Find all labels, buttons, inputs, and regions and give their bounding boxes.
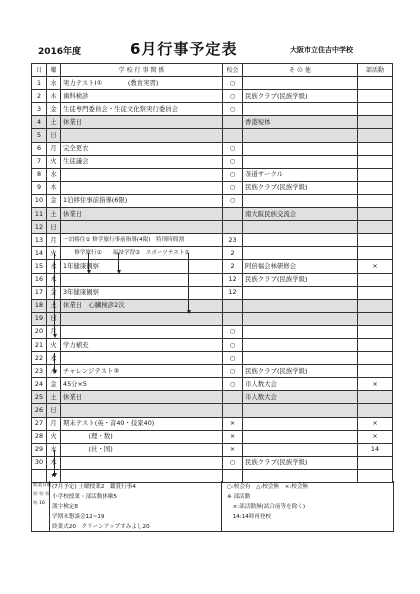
row-club [358, 234, 393, 247]
row-meeting: 23 [223, 234, 243, 247]
row-day: 27 [32, 417, 47, 430]
row-club [358, 273, 393, 286]
row-club [358, 77, 393, 90]
table-row [32, 417, 393, 430]
row-meeting: ○ [223, 325, 243, 338]
row-club [358, 208, 393, 221]
row-school-event: 休業日 [61, 391, 223, 404]
continuation-arrow [118, 253, 119, 271]
table-row [32, 194, 393, 207]
row-other [243, 129, 358, 142]
table-row [32, 352, 393, 365]
table-row [32, 456, 393, 469]
footer-label: ⑯ 16 [33, 501, 45, 506]
page-title: 6月行事予定表 [130, 40, 238, 58]
row-school-event: 一泊移住① 修学旅行事前指導(4限) 特別時間割 [61, 234, 223, 247]
row-day: 11 [32, 208, 47, 221]
row-day: 30 [32, 456, 47, 469]
row-other [243, 325, 358, 338]
table-row [32, 90, 393, 103]
row-day: 2 [32, 90, 47, 103]
row-other: 香港短体 [243, 116, 358, 129]
row-club [358, 168, 393, 181]
school-name: 大阪市立住吉中学校 [290, 46, 353, 54]
row-day: 13 [32, 234, 47, 247]
row-day: 29 [32, 443, 47, 456]
table-row [32, 77, 393, 90]
row-weekday: 水 [47, 77, 61, 90]
row-school-event [61, 352, 223, 365]
col-header-weekday: 曜 [47, 64, 61, 77]
table-row [32, 378, 393, 391]
row-school-event: チャレンジテスト③ [61, 365, 223, 378]
row-school-event: 1年健康観察 [61, 260, 223, 273]
row-school-event: 修学旅行① 福祉学習② スポーツテスト② [61, 247, 223, 260]
row-day: 12 [32, 221, 47, 234]
row-club [358, 155, 393, 168]
row-day: 20 [32, 325, 47, 338]
row-meeting [223, 221, 243, 234]
row-school-event: 45分×5 [61, 378, 223, 391]
table-row [32, 391, 393, 404]
row-other [243, 247, 358, 260]
table-row [32, 221, 393, 234]
continuation-arrow [54, 353, 55, 371]
table-row [32, 142, 393, 155]
row-club [358, 365, 393, 378]
table-row [32, 234, 393, 247]
footer-notes [31, 481, 394, 532]
row-weekday: 日 [47, 404, 61, 417]
row-day: 18 [32, 299, 47, 312]
col-header-other: そ の 他 [243, 64, 358, 77]
table-row [32, 365, 393, 378]
row-other [243, 338, 358, 351]
continuation-arrow [54, 253, 55, 335]
page-header [0, 32, 420, 62]
row-weekday: 月 [47, 234, 61, 247]
row-day: 28 [32, 430, 47, 443]
col-header-school-events: 学 校 行 事 関 係 [61, 64, 223, 77]
table-row [32, 404, 393, 417]
row-day: 9 [32, 181, 47, 194]
table-row [32, 116, 393, 129]
row-school-event [61, 181, 223, 194]
row-other: 民族クラブ(民族学級) [243, 90, 358, 103]
row-school-event [61, 273, 223, 286]
footer-label-column [32, 481, 50, 531]
row-school-event: (理・数) [61, 430, 223, 443]
row-other: 市人数大会 [243, 391, 358, 404]
row-meeting: ○ [223, 456, 243, 469]
footer-line: 小学校授業・部活動体験5 [52, 494, 118, 500]
school-year: 2016年度 [38, 47, 82, 57]
row-club [358, 247, 393, 260]
row-weekday: 水 [47, 352, 61, 365]
row-school-event: 生徒議会 [61, 155, 223, 168]
row-club [358, 181, 393, 194]
row-school-event [61, 456, 223, 469]
row-club: 14 [358, 443, 393, 456]
row-other: 茶道サークル [243, 168, 358, 181]
row-meeting [223, 116, 243, 129]
row-school-event: 期末テスト(英・音40・技家40) [61, 417, 223, 430]
row-other [243, 103, 358, 116]
table-row [32, 325, 393, 338]
row-weekday: 月 [47, 417, 61, 430]
row-weekday: 水 [47, 168, 61, 181]
row-day: 19 [32, 312, 47, 325]
row-club [358, 352, 393, 365]
row-other [243, 312, 358, 325]
row-other [243, 77, 358, 90]
row-school-event [61, 325, 223, 338]
table-row [32, 443, 393, 456]
row-other: 民族クラブ(民族学級) [243, 365, 358, 378]
row-weekday: 日 [47, 129, 61, 142]
row-meeting [223, 404, 243, 417]
row-weekday: 木 [47, 456, 61, 469]
table-row [32, 168, 393, 181]
row-other: 民族クラブ(民族学級) [243, 456, 358, 469]
row-day: 1 [32, 77, 47, 90]
row-school-event: 休業日 心臓検診2次 [61, 299, 223, 312]
row-weekday: 月 [47, 142, 61, 155]
row-club: × [358, 260, 393, 273]
row-day: 15 [32, 260, 47, 273]
row-meeting: ○ [223, 194, 243, 207]
row-meeting [223, 312, 243, 325]
row-day: 3 [32, 103, 47, 116]
table-row [32, 286, 393, 299]
row-weekday: 木 [47, 90, 61, 103]
row-club [358, 299, 393, 312]
row-other [243, 417, 358, 430]
row-other [243, 286, 358, 299]
row-meeting: ○ [223, 352, 243, 365]
row-school-event [61, 129, 223, 142]
row-other [243, 430, 358, 443]
row-meeting: 2 [223, 247, 243, 260]
row-weekday: 金 [47, 103, 61, 116]
table-row [32, 155, 393, 168]
row-other [243, 352, 358, 365]
row-club [358, 325, 393, 338]
row-weekday: 火 [47, 338, 61, 351]
row-school-event: 学力補充 [61, 338, 223, 351]
row-school-event: 3年健康観察 [61, 286, 223, 299]
row-meeting: ○ [223, 142, 243, 155]
row-weekday: 木 [47, 365, 61, 378]
row-school-event [61, 221, 223, 234]
row-weekday: ★ [47, 469, 61, 482]
col-header-day: 日 [32, 64, 47, 77]
footer-label: 始業日数 [33, 483, 52, 488]
row-meeting [223, 299, 243, 312]
row-other [243, 155, 358, 168]
table-row [32, 181, 393, 194]
col-header-meeting: 校会 [223, 64, 243, 77]
row-club [358, 129, 393, 142]
row-weekday: 月 [47, 325, 61, 338]
row-other [243, 142, 358, 155]
row-weekday: 土 [47, 299, 61, 312]
row-day: 5 [32, 129, 47, 142]
row-other [243, 443, 358, 456]
row-meeting: ○ [223, 365, 243, 378]
table-row [32, 247, 393, 260]
row-club: × [358, 430, 393, 443]
row-weekday: 金 [47, 286, 61, 299]
row-weekday: 土 [47, 208, 61, 221]
table-row [32, 430, 393, 443]
row-club [358, 103, 393, 116]
row-other [243, 221, 358, 234]
row-day: 16 [32, 273, 47, 286]
row-club [358, 142, 393, 155]
row-meeting [223, 208, 243, 221]
footer-line: 終業式20 クリーンアップすみよし20 [52, 524, 150, 530]
row-other [243, 234, 358, 247]
row-club [358, 194, 393, 207]
row-weekday: 日 [47, 221, 61, 234]
row-day: 22 [32, 352, 47, 365]
row-meeting: 2 [223, 260, 243, 273]
row-club: × [358, 378, 393, 391]
row-club [358, 116, 393, 129]
row-school-event: 実力テストⅠ① (教育実習) [61, 77, 223, 90]
row-meeting: ○ [223, 168, 243, 181]
row-other: 民族クラブ(民族学級) [243, 181, 358, 194]
row-day: 10 [32, 194, 47, 207]
row-club [358, 404, 393, 417]
row-meeting: × [223, 430, 243, 443]
row-day: 8 [32, 168, 47, 181]
table-row [32, 129, 393, 142]
row-other [243, 404, 358, 417]
row-weekday: 日 [47, 312, 61, 325]
row-other [243, 299, 358, 312]
row-other: 民族クラブ(民族学級) [243, 273, 358, 286]
row-day: 21 [32, 338, 47, 351]
row-club [358, 312, 393, 325]
row-weekday: 火 [47, 155, 61, 168]
row-school-event: 歯科検診 [61, 90, 223, 103]
row-weekday: 火 [47, 247, 61, 260]
row-weekday: 水 [47, 443, 61, 456]
row-meeting: 12 [223, 273, 243, 286]
row-club: × [358, 417, 393, 430]
row-club [358, 338, 393, 351]
legend-club-none: ×:部活動無(試合前等を除く) [227, 504, 306, 510]
row-other: 市人数大会 [243, 378, 358, 391]
row-other: 阿倍福会林研修会 [243, 260, 358, 273]
row-weekday: 火 [47, 430, 61, 443]
row-day: 14 [32, 247, 47, 260]
row-school-event: 完全更衣 [61, 142, 223, 155]
row-school-event [61, 168, 223, 181]
row-meeting [223, 391, 243, 404]
continuation-arrow [188, 253, 189, 311]
legend-meeting: ○:校会有 △:校会無 ×:校会無 [227, 484, 309, 490]
table-row [32, 299, 393, 312]
footer-line: (7月予定) 土曜授業2 鑑賞行事4 [52, 484, 136, 490]
row-club [358, 90, 393, 103]
continuation-arrow [54, 450, 55, 474]
row-meeting: ○ [223, 103, 243, 116]
row-meeting: ○ [223, 338, 243, 351]
row-day: 17 [32, 286, 47, 299]
row-day: 26 [32, 404, 47, 417]
row-weekday: 木 [47, 273, 61, 286]
row-day: 6 [32, 142, 47, 155]
row-school-event: 休業日 [61, 116, 223, 129]
row-weekday: 金 [47, 378, 61, 391]
row-school-event [61, 404, 223, 417]
row-meeting: × [223, 417, 243, 430]
schedule-table [31, 63, 393, 483]
row-club [358, 221, 393, 234]
row-meeting: ○ [223, 181, 243, 194]
row-weekday: 水 [47, 260, 61, 273]
footer-label: ⑯ ⑯ ⑯ [33, 492, 50, 497]
row-weekday: 土 [47, 116, 61, 129]
row-meeting: ○ [223, 155, 243, 168]
legend-club-return: 14:14時再登校 [227, 514, 272, 520]
row-club [358, 286, 393, 299]
continuation-arrow [88, 253, 89, 271]
row-meeting [223, 129, 243, 142]
row-meeting: × [223, 443, 243, 456]
row-club [358, 391, 393, 404]
row-weekday: 土 [47, 391, 61, 404]
table-row [32, 338, 393, 351]
row-day: 4 [32, 116, 47, 129]
legend-club: ※ 部活動 [227, 494, 251, 500]
row-school-event: 休業日 [61, 208, 223, 221]
col-header-club: 部活動 [358, 64, 393, 77]
row-meeting: 12 [223, 286, 243, 299]
row-club [358, 456, 393, 469]
row-meeting: ○ [223, 77, 243, 90]
row-school-event: 1泊移住事前指導(6限) [61, 194, 223, 207]
row-other [243, 194, 358, 207]
row-day: 23 [32, 365, 47, 378]
row-weekday: 金 [47, 194, 61, 207]
row-school-event: 生徒専門委員会・生徒文化祭実行委員会 [61, 103, 223, 116]
row-school-event: (社・国) [61, 443, 223, 456]
footer-july-plan [49, 481, 222, 531]
table-row [32, 273, 393, 286]
table-row [32, 103, 393, 116]
footer-line: 学期末懇談会12~19 [52, 514, 105, 520]
footer-line: 漢字検定8 [52, 504, 78, 510]
row-meeting: ○ [223, 378, 243, 391]
table-row [32, 208, 393, 221]
row-meeting: ○ [223, 90, 243, 103]
row-day: 7 [32, 155, 47, 168]
row-day: 25 [32, 391, 47, 404]
row-day: 24 [32, 378, 47, 391]
table-header-row [32, 64, 393, 77]
row-school-event [61, 312, 223, 325]
row-weekday: 木 [47, 181, 61, 194]
row-other: 南大阪民族交流会 [243, 208, 358, 221]
table-row [32, 312, 393, 325]
